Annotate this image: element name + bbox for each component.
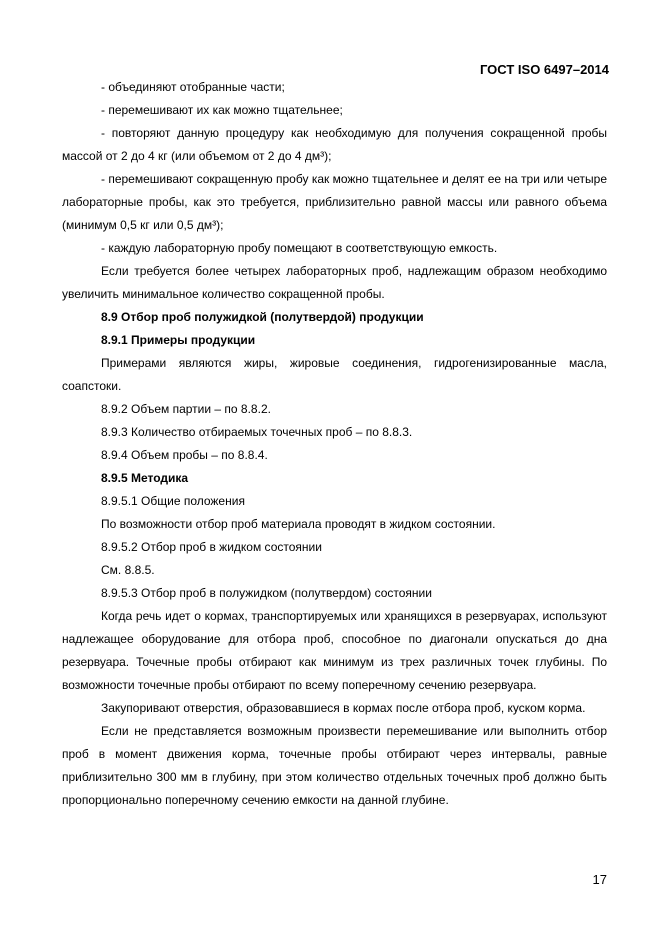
paragraph: Если не представляется возможным произвести перемешивание или выполнить отбор проб в момент движения корма, точечные пробы отбирают через интервалы, равные приблизительно 300 мм в глубину, при этом количество отдельных точечных проб должно быть пропорционально поперечному сечению емкости на данной глубине. [62,724,607,807]
paragraph: 8.9.2 Объем партии – по 8.8.2. [101,402,271,416]
subsection-heading: 8.9.1 Примеры продукции [101,333,256,347]
page-number: 17 [592,872,607,887]
paragraph: По возможности отбор проб материала проводят в жидком состоянии. [101,517,496,531]
list-item: - перемешивают их как можно тщательнее; [101,103,343,117]
document-body [62,76,607,812]
list-item: - повторяют данную процедуру как необходимую для получения сокращенной пробы массой от 2 до 4 кг (или объемом от 2 до 4 дм³); [62,126,607,163]
list-item: - каждую лабораторную пробу помещают в соответствующую емкость. [101,241,498,255]
paragraph: 8.9.5.1 Общие положения [101,494,245,508]
list-item: - перемешивают сокращенную пробу как можно тщательнее и делят ее на три или четыре лабораторные пробы, как это требуется, приблизительно равной массы или равного объема (минимум 0,5 кг или 0,5 дм³); [62,172,607,232]
list-item: - объединяют отобранные части; [101,80,285,94]
paragraph: Закупоривают отверстия, образовавшиеся в кормах после отбора проб, куском корма. [101,701,586,715]
paragraph: 8.9.4 Объем пробы – по 8.8.4. [101,448,268,462]
paragraph: См. 8.8.5. [101,563,155,577]
paragraph: Примерами являются жиры, жировые соединения, гидрогенизированные масла, соапстоки. [62,356,607,393]
paragraph: 8.9.5.2 Отбор проб в жидком состоянии [101,540,322,554]
paragraph: 8.9.3 Количество отбираемых точечных проб – по 8.8.3. [101,425,413,439]
paragraph: Если требуется более четырех лабораторных проб, надлежащим образом необходимо увеличить минимальное количество сокращенной пробы. [62,264,607,301]
document-code: ГОСТ ISO 6497–2014 [479,62,609,77]
paragraph: 8.9.5.3 Отбор проб в полужидком (полутвердом) состоянии [101,586,432,600]
paragraph: Когда речь идет о кормах, транспортируемых или хранящихся в резервуарах, используют надлежащее оборудование для отбора проб, способное по диагонали опускаться до дна резервуара. Точечные пробы отбирают как минимум из трех различных точек глубины. По возможности точечные пробы отбирают по всему поперечному сечению резервуара. [62,609,607,692]
subsection-heading: 8.9.5 Методика [101,471,189,485]
section-heading: 8.9 Отбор проб полужидкой (полутвердой) продукции [101,310,424,324]
